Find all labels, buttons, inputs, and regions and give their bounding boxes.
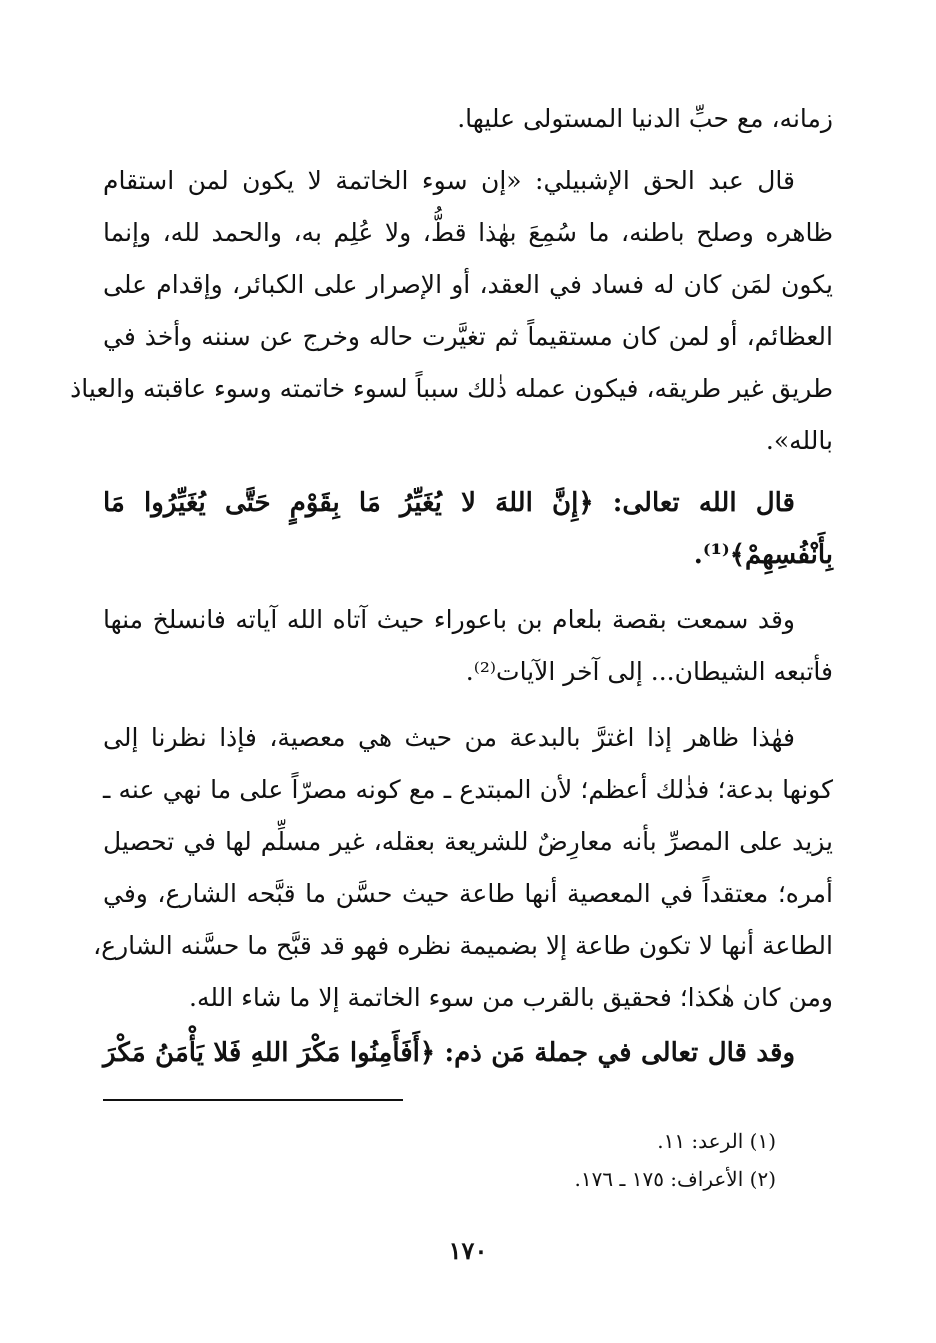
text-line: العظائم، أو لمن كان مستقيماً ثم تغيَّرت حاله وخرج عن سننه وأخذ في xyxy=(103,322,833,351)
text-line: طريق غير طريقه، فيكون عمله ذٰلك سبباً لسوء خاتمته وسوء عاقبته والعياذ xyxy=(70,374,833,403)
paragraph-quran-verse-2 xyxy=(103,1027,833,1079)
text-line: بالله». xyxy=(765,426,833,455)
footnote-1: (١) الرعد: ١١. xyxy=(657,1129,776,1153)
quran-verse-line: بِأَنْفُسِهِمْ﴾⁽¹⁾. xyxy=(693,540,833,570)
text-line: فأتبعه الشيطان... إلى آخر الآيات⁽²⁾. xyxy=(465,657,833,686)
text-line: يزيد على المصرِّ بأنه معارِضٌ للشريعة بعقله، غير مسلِّم لها في تحصيل xyxy=(103,827,833,856)
paragraph-bidah xyxy=(93,712,833,1024)
text-line: فهٰذا ظاهر إذا اغترَّ بالبدعة من حيث هي معصية، فإذا نظرنا إلى xyxy=(103,723,795,752)
paragraph-quran-verse-1 xyxy=(103,477,833,581)
text-line: ظاهره وصلح باطنه، ما سُمِعَ بهٰذا قطُّ، ولا عُلِم به، والحمد لله، وإنما xyxy=(103,218,833,247)
page-number: ١٧٠ xyxy=(448,1236,488,1265)
paragraph-continuation xyxy=(103,93,833,145)
footnote-2: (٢) الأعراف: ١٧٥ ـ ١٧٦. xyxy=(574,1167,776,1191)
quran-verse-line: قال الله تعالى: ﴿إِنَّ اللهَ لا يُغَيِّرُ مَا بِقَوْمٍ حَتَّى يُغَيِّرُوا مَا xyxy=(103,488,795,518)
paragraph-balam xyxy=(103,594,833,698)
text-line: يكون لمَن كان له فساد في العقد، أو الإصرار على الكبائر، وإقدام على xyxy=(103,270,833,299)
text-line: الطاعة أنها لا تكون طاعة إلا بضميمة نظره فهو قد قبَّح ما حسَّنه الشارع، xyxy=(93,931,833,960)
quran-verse-line: وقد قال تعالى في جملة مَن ذم: ﴿أَفَأَمِنُوا مَكْرَ اللهِ فَلا يَأْمَنُ مَكْرَ xyxy=(103,1038,795,1068)
paragraph-quote-ishbili xyxy=(70,155,833,467)
text-line: أمره؛ معتقداً في المعصية أنها طاعة حيث حسَّن ما قبَّحه الشارع، وفي xyxy=(103,879,833,908)
footnote-separator xyxy=(103,1099,403,1101)
text-line: وقد سمعت بقصة بلعام بن باعوراء حيث آتاه الله آياته فانسلخ منها xyxy=(103,605,795,634)
text-line: كونها بدعة؛ فذٰلك أعظم؛ لأن المبتدع ـ مع كونه مصرّاً على ما نهي عنه ـ xyxy=(103,775,833,804)
text-line: ومن كان هٰكذا؛ فحقيق بالقرب من سوء الخاتمة إلا ما شاء الله. xyxy=(189,983,833,1012)
text-line: زمانه، مع حبِّ الدنيا المستولى عليها. xyxy=(457,104,833,133)
text-line: قال عبد الحق الإشبيلي: «إن سوء الخاتمة لا يكون لمن استقام xyxy=(103,166,795,195)
